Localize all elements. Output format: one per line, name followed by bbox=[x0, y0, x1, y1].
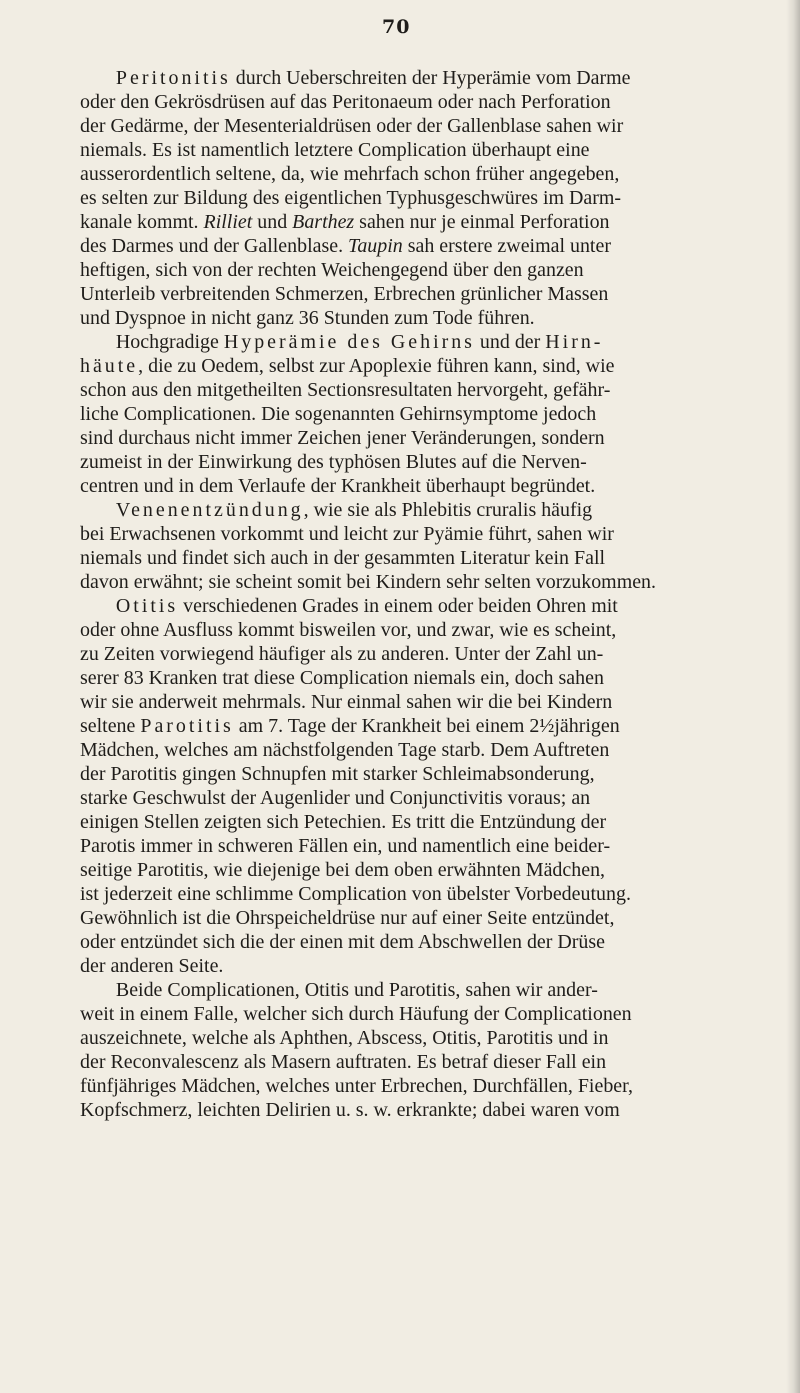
spaced-term: Otitis bbox=[115, 595, 179, 617]
text-line bbox=[80, 546, 788, 570]
text-line bbox=[80, 666, 788, 690]
text-segment: es selten zur Bildung des eigentlichen Typhusgeschwüres im Darm- bbox=[80, 187, 622, 209]
text-line bbox=[80, 378, 788, 402]
text-line bbox=[80, 738, 788, 762]
text-line bbox=[80, 282, 788, 306]
text-line bbox=[80, 954, 788, 978]
text-segment: , die zu Oedem, selbst zur Apoplexie führen kann, sind, wie bbox=[138, 355, 615, 377]
text-segment: und Dyspnoe in nicht ganz 36 Stunden zum Tode führen. bbox=[80, 307, 535, 329]
text-segment: durch Ueberschreiten der Hyperämie vom Darme bbox=[230, 67, 631, 89]
text-segment: Gewöhnlich ist die Ohrspeicheldrüse nur auf einer Seite entzündet, bbox=[80, 907, 615, 929]
text-line bbox=[80, 690, 788, 714]
spaced-term: Hyperämie des Gehirns bbox=[223, 331, 475, 353]
text-segment: des Darmes und der Gallenblase. bbox=[80, 235, 349, 257]
italic-author-name: Barthez bbox=[292, 211, 355, 233]
text-segment: der Parotitis gingen Schnupfen mit starker Schleimabsonderung, bbox=[80, 763, 595, 785]
text-segment: der Reconvalescenz als Masern auftraten. Es betraf dieser Fall ein bbox=[80, 1051, 607, 1073]
text-segment: einigen Stellen zeigten sich Petechien. Es tritt die Entzündung der bbox=[80, 811, 607, 833]
text-segment: zu Zeiten vorwiegend häufiger als zu anderen. Unter der Zahl un- bbox=[80, 643, 604, 665]
text-line bbox=[80, 330, 788, 354]
text-segment: starke Geschwulst der Augenlider und Conjunctivitis voraus; an bbox=[80, 787, 591, 809]
text-segment: weit in einem Falle, welcher sich durch Häufung der Complicationen bbox=[80, 1003, 632, 1025]
text-line bbox=[80, 570, 788, 594]
text-segment: schon aus den mitgetheilten Sectionsresultaten hervorgeht, gefähr- bbox=[80, 379, 611, 401]
text-segment: seitige Parotitis, wie diejenige bei dem oben erwähnten Mädchen, bbox=[80, 859, 606, 881]
text-segment: sah erstere zweimal unter bbox=[402, 235, 611, 257]
text-segment: zumeist in der Einwirkung des typhösen Blutes auf die Nerven- bbox=[80, 451, 587, 473]
text-line bbox=[80, 810, 788, 834]
text-line bbox=[80, 138, 788, 162]
text-line bbox=[80, 930, 788, 954]
text-line bbox=[80, 642, 788, 666]
text-line bbox=[80, 114, 788, 138]
text-line bbox=[80, 258, 788, 282]
text-segment: am 7. Tage der Krankheit bei einem 2½jährigen bbox=[233, 715, 620, 737]
text-line bbox=[80, 1050, 788, 1074]
text-line bbox=[80, 306, 788, 330]
text-line bbox=[80, 834, 788, 858]
text-segment: liche Complicationen. Die sogenannten Gehirnsymptome jedoch bbox=[80, 403, 597, 425]
text-segment: und der bbox=[474, 331, 546, 353]
text-segment: davon erwähnt; sie scheint somit bei Kindern sehr selten vorzukommen. bbox=[80, 571, 657, 593]
text-line bbox=[80, 522, 788, 546]
text-segment: oder entzündet sich die der einen mit dem Abschwellen der Drüse bbox=[80, 931, 606, 953]
text-segment: verschiedenen Grades in einem oder beiden Ohren mit bbox=[178, 595, 618, 617]
text-line bbox=[80, 90, 788, 114]
text-segment: fünfjähriges Mädchen, welches unter Erbrechen, Durchfällen, Fieber, bbox=[80, 1075, 633, 1097]
text-segment: Kopfschmerz, leichten Delirien u. s. w. erkrankte; dabei waren vom bbox=[80, 1099, 620, 1121]
text-segment: Parotis immer in schweren Fällen ein, und namentlich eine beider- bbox=[80, 835, 611, 857]
text-segment: oder den Gekrösdrüsen auf das Peritonaeum oder nach Perforation bbox=[80, 91, 611, 113]
text-line bbox=[80, 498, 788, 522]
text-segment: serer 83 Kranken trat diese Complication niemals ein, doch sahen bbox=[80, 667, 604, 689]
text-line bbox=[80, 66, 788, 90]
text-line bbox=[80, 474, 788, 498]
text-segment: niemals. Es ist namentlich letztere Complication überhaupt eine bbox=[80, 139, 590, 161]
text-segment: Hochgradige bbox=[115, 331, 224, 353]
text-line bbox=[80, 858, 788, 882]
text-line bbox=[80, 450, 788, 474]
text-segment: auszeichnete, welche als Aphthen, Abscess, Otitis, Parotitis und in bbox=[80, 1027, 609, 1049]
spaced-term: häute bbox=[80, 355, 139, 377]
text-line bbox=[80, 186, 788, 210]
text-segment: seltene bbox=[80, 715, 141, 737]
text-segment: kanale kommt. bbox=[80, 211, 204, 233]
text-segment: ist jederzeit eine schlimme Complication von übelster Vorbedeutung. bbox=[80, 883, 631, 905]
text-segment: heftigen, sich von der rechten Weichengegend über den ganzen bbox=[80, 259, 584, 281]
text-line bbox=[80, 786, 788, 810]
text-line bbox=[80, 210, 788, 234]
text-segment: centren und in dem Verlaufe der Krankheit überhaupt begründet. bbox=[80, 475, 596, 497]
text-line bbox=[80, 1098, 788, 1122]
spaced-term: Venenentzündung bbox=[115, 499, 304, 521]
italic-author-name: Taupin bbox=[348, 235, 403, 257]
text-segment: Mädchen, welches am nächstfolgenden Tage starb. Dem Auftreten bbox=[80, 739, 610, 761]
text-segment: sind durchaus nicht immer Zeichen jener Veränderungen, sondern bbox=[80, 427, 605, 449]
text-line bbox=[80, 1074, 788, 1098]
spaced-term: Parotitis bbox=[140, 715, 234, 737]
text-segment: bei Erwachsenen vorkommt und leicht zur Pyämie führt, sahen wir bbox=[80, 523, 614, 545]
text-segment: Beide Complicationen, Otitis und Parotitis, sahen wir ander- bbox=[115, 979, 598, 1001]
text-line bbox=[80, 1002, 788, 1026]
page-edge-shadow bbox=[786, 0, 800, 1393]
text-line bbox=[80, 594, 788, 618]
italic-author-name: Rilliet bbox=[203, 211, 253, 233]
text-segment: der anderen Seite. bbox=[80, 955, 224, 977]
text-line bbox=[80, 714, 788, 738]
text-line bbox=[80, 978, 788, 1002]
text-line bbox=[80, 426, 788, 450]
spaced-term: Peritonitis bbox=[115, 67, 231, 89]
text-segment: sahen nur je einmal Perforation bbox=[354, 211, 610, 233]
text-line bbox=[80, 234, 788, 258]
body-text bbox=[80, 66, 790, 1122]
text-line bbox=[80, 1026, 788, 1050]
text-line bbox=[80, 906, 788, 930]
text-segment: der Gedärme, der Mesenterialdrüsen oder der Gallenblase sahen wir bbox=[80, 115, 624, 137]
text-segment: niemals und findet sich auch in der gesammten Literatur kein Fall bbox=[80, 547, 606, 569]
text-segment: Unterleib verbreitenden Schmerzen, Erbrechen grünlicher Massen bbox=[80, 283, 609, 305]
text-segment: wir sie anderweit mehrmals. Nur einmal sahen wir die bei Kindern bbox=[80, 691, 613, 713]
text-segment: , wie sie als Phlebitis cruralis häufig bbox=[303, 499, 593, 521]
text-line bbox=[80, 162, 788, 186]
text-line bbox=[80, 354, 788, 378]
text-line bbox=[80, 618, 788, 642]
text-segment: und bbox=[252, 211, 293, 233]
text-segment: oder ohne Ausfluss kommt bisweilen vor, und zwar, wie es scheint, bbox=[80, 619, 617, 641]
page-number: 70 bbox=[382, 16, 411, 38]
text-line bbox=[80, 402, 788, 426]
spaced-term: Hirn- bbox=[545, 331, 604, 353]
text-line bbox=[80, 762, 788, 786]
text-line bbox=[80, 882, 788, 906]
text-segment: ausserordentlich seltene, da, wie mehrfach schon früher angegeben, bbox=[80, 163, 620, 185]
